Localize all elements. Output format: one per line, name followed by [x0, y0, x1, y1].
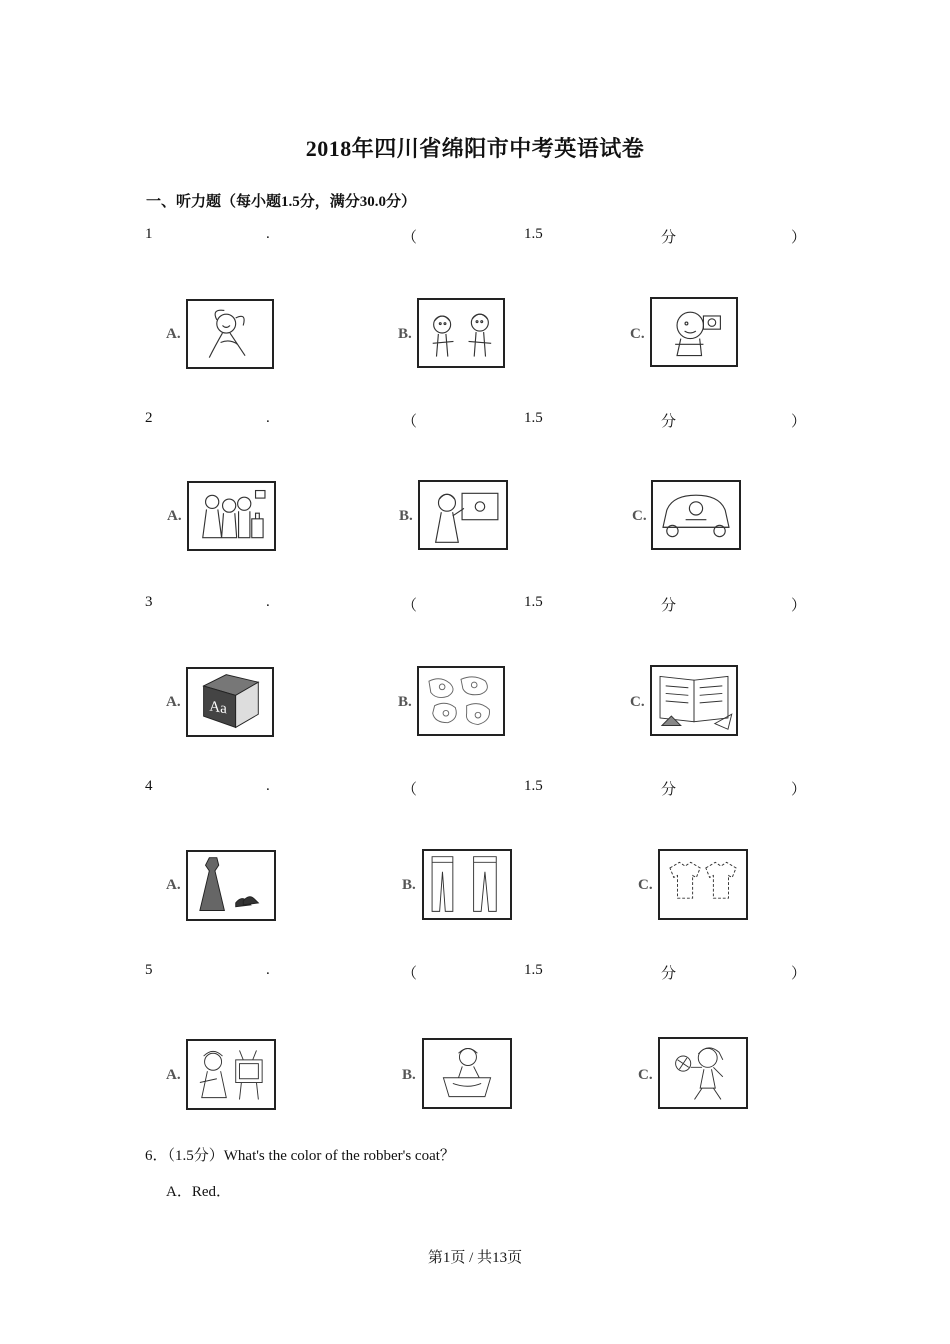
woman-laughing-picture: [186, 299, 274, 369]
dictionary-book-picture: [186, 667, 274, 737]
option-label-a: A.: [166, 877, 181, 893]
question-line-5: [0, 962, 950, 982]
question-line-2: [0, 410, 950, 430]
question-dot: .: [266, 594, 270, 610]
question-score: 1.5: [524, 594, 543, 610]
question-number: 3: [145, 594, 153, 610]
option-label-b: B.: [398, 326, 412, 342]
option-label-c: C.: [632, 508, 647, 524]
option-label-a: A.: [166, 1067, 181, 1083]
question-score: 1.5: [524, 410, 543, 426]
right-paren: ）: [791, 414, 807, 430]
left-paren: （: [402, 782, 418, 798]
trousers-picture: [422, 849, 512, 920]
page-title: 2018年四川省绵阳市中考英语试卷: [305, 136, 645, 161]
option-label-b: B.: [399, 508, 413, 524]
family-with-luggage-picture: [187, 481, 276, 551]
girl-washing-clothes-picture: [422, 1038, 512, 1109]
open-book-with-ruler-picture: [650, 665, 738, 736]
svg-text:Aa: Aa: [209, 697, 227, 718]
score-unit: 分: [661, 414, 677, 430]
page-footer: 第1页 / 共13页: [427, 1250, 523, 1266]
left-paren: （: [402, 230, 418, 246]
option-label-c: C.: [638, 1067, 653, 1083]
left-paren: （: [402, 414, 418, 430]
question-dot: .: [266, 962, 270, 978]
question-dot: .: [266, 778, 270, 794]
score-unit: 分: [661, 782, 677, 798]
map-drawing-picture: [417, 666, 505, 736]
question-number: 1: [145, 226, 153, 242]
score-unit: 分: [661, 230, 677, 246]
option-label-b: B.: [402, 877, 416, 893]
score-unit: 分: [661, 966, 677, 982]
option-label-a: A.: [166, 694, 181, 710]
two-boys-talking-picture: [417, 298, 505, 368]
option-label-c: C.: [630, 694, 645, 710]
right-paren: ）: [791, 230, 807, 246]
question-score: 1.5: [524, 962, 543, 978]
woman-watching-tv-picture: [186, 1039, 276, 1110]
option-label-b: B.: [398, 694, 412, 710]
man-driving-car-picture: [651, 480, 741, 550]
question-number: 2: [145, 410, 153, 426]
option-label-c: C.: [638, 877, 653, 893]
right-paren: ）: [791, 598, 807, 614]
right-paren: ）: [791, 966, 807, 982]
dress-and-shoes-picture: [186, 850, 276, 921]
question-score: 1.5: [524, 778, 543, 794]
question-dot: .: [266, 226, 270, 242]
boy-with-camera-picture: [650, 297, 738, 367]
section-heading: 一、听力题（每小题1.5分，满分30.0分）: [146, 194, 417, 210]
right-paren: ）: [791, 782, 807, 798]
left-paren: （: [402, 598, 418, 614]
t-shirts-picture: [658, 849, 748, 920]
girl-playing-ball-picture: [658, 1037, 748, 1109]
left-paren: （: [402, 966, 418, 982]
option-label-b: B.: [402, 1067, 416, 1083]
teacher-at-blackboard-picture: [418, 480, 508, 550]
question-line-3: [0, 594, 950, 614]
question-number: 5: [145, 962, 153, 978]
question-line-1: [0, 226, 950, 246]
question-6-option-a: A．Red．: [166, 1184, 231, 1200]
question-dot: .: [266, 410, 270, 426]
option-label-a: A.: [167, 508, 182, 524]
question-6-text: 6．（1.5分）What's the color of the robber's coat？: [145, 1148, 455, 1164]
option-label-a: A.: [166, 326, 181, 342]
question-line-4: [0, 778, 950, 798]
question-score: 1.5: [524, 226, 543, 242]
question-number: 4: [145, 778, 153, 794]
option-label-c: C.: [630, 326, 645, 342]
score-unit: 分: [661, 598, 677, 614]
